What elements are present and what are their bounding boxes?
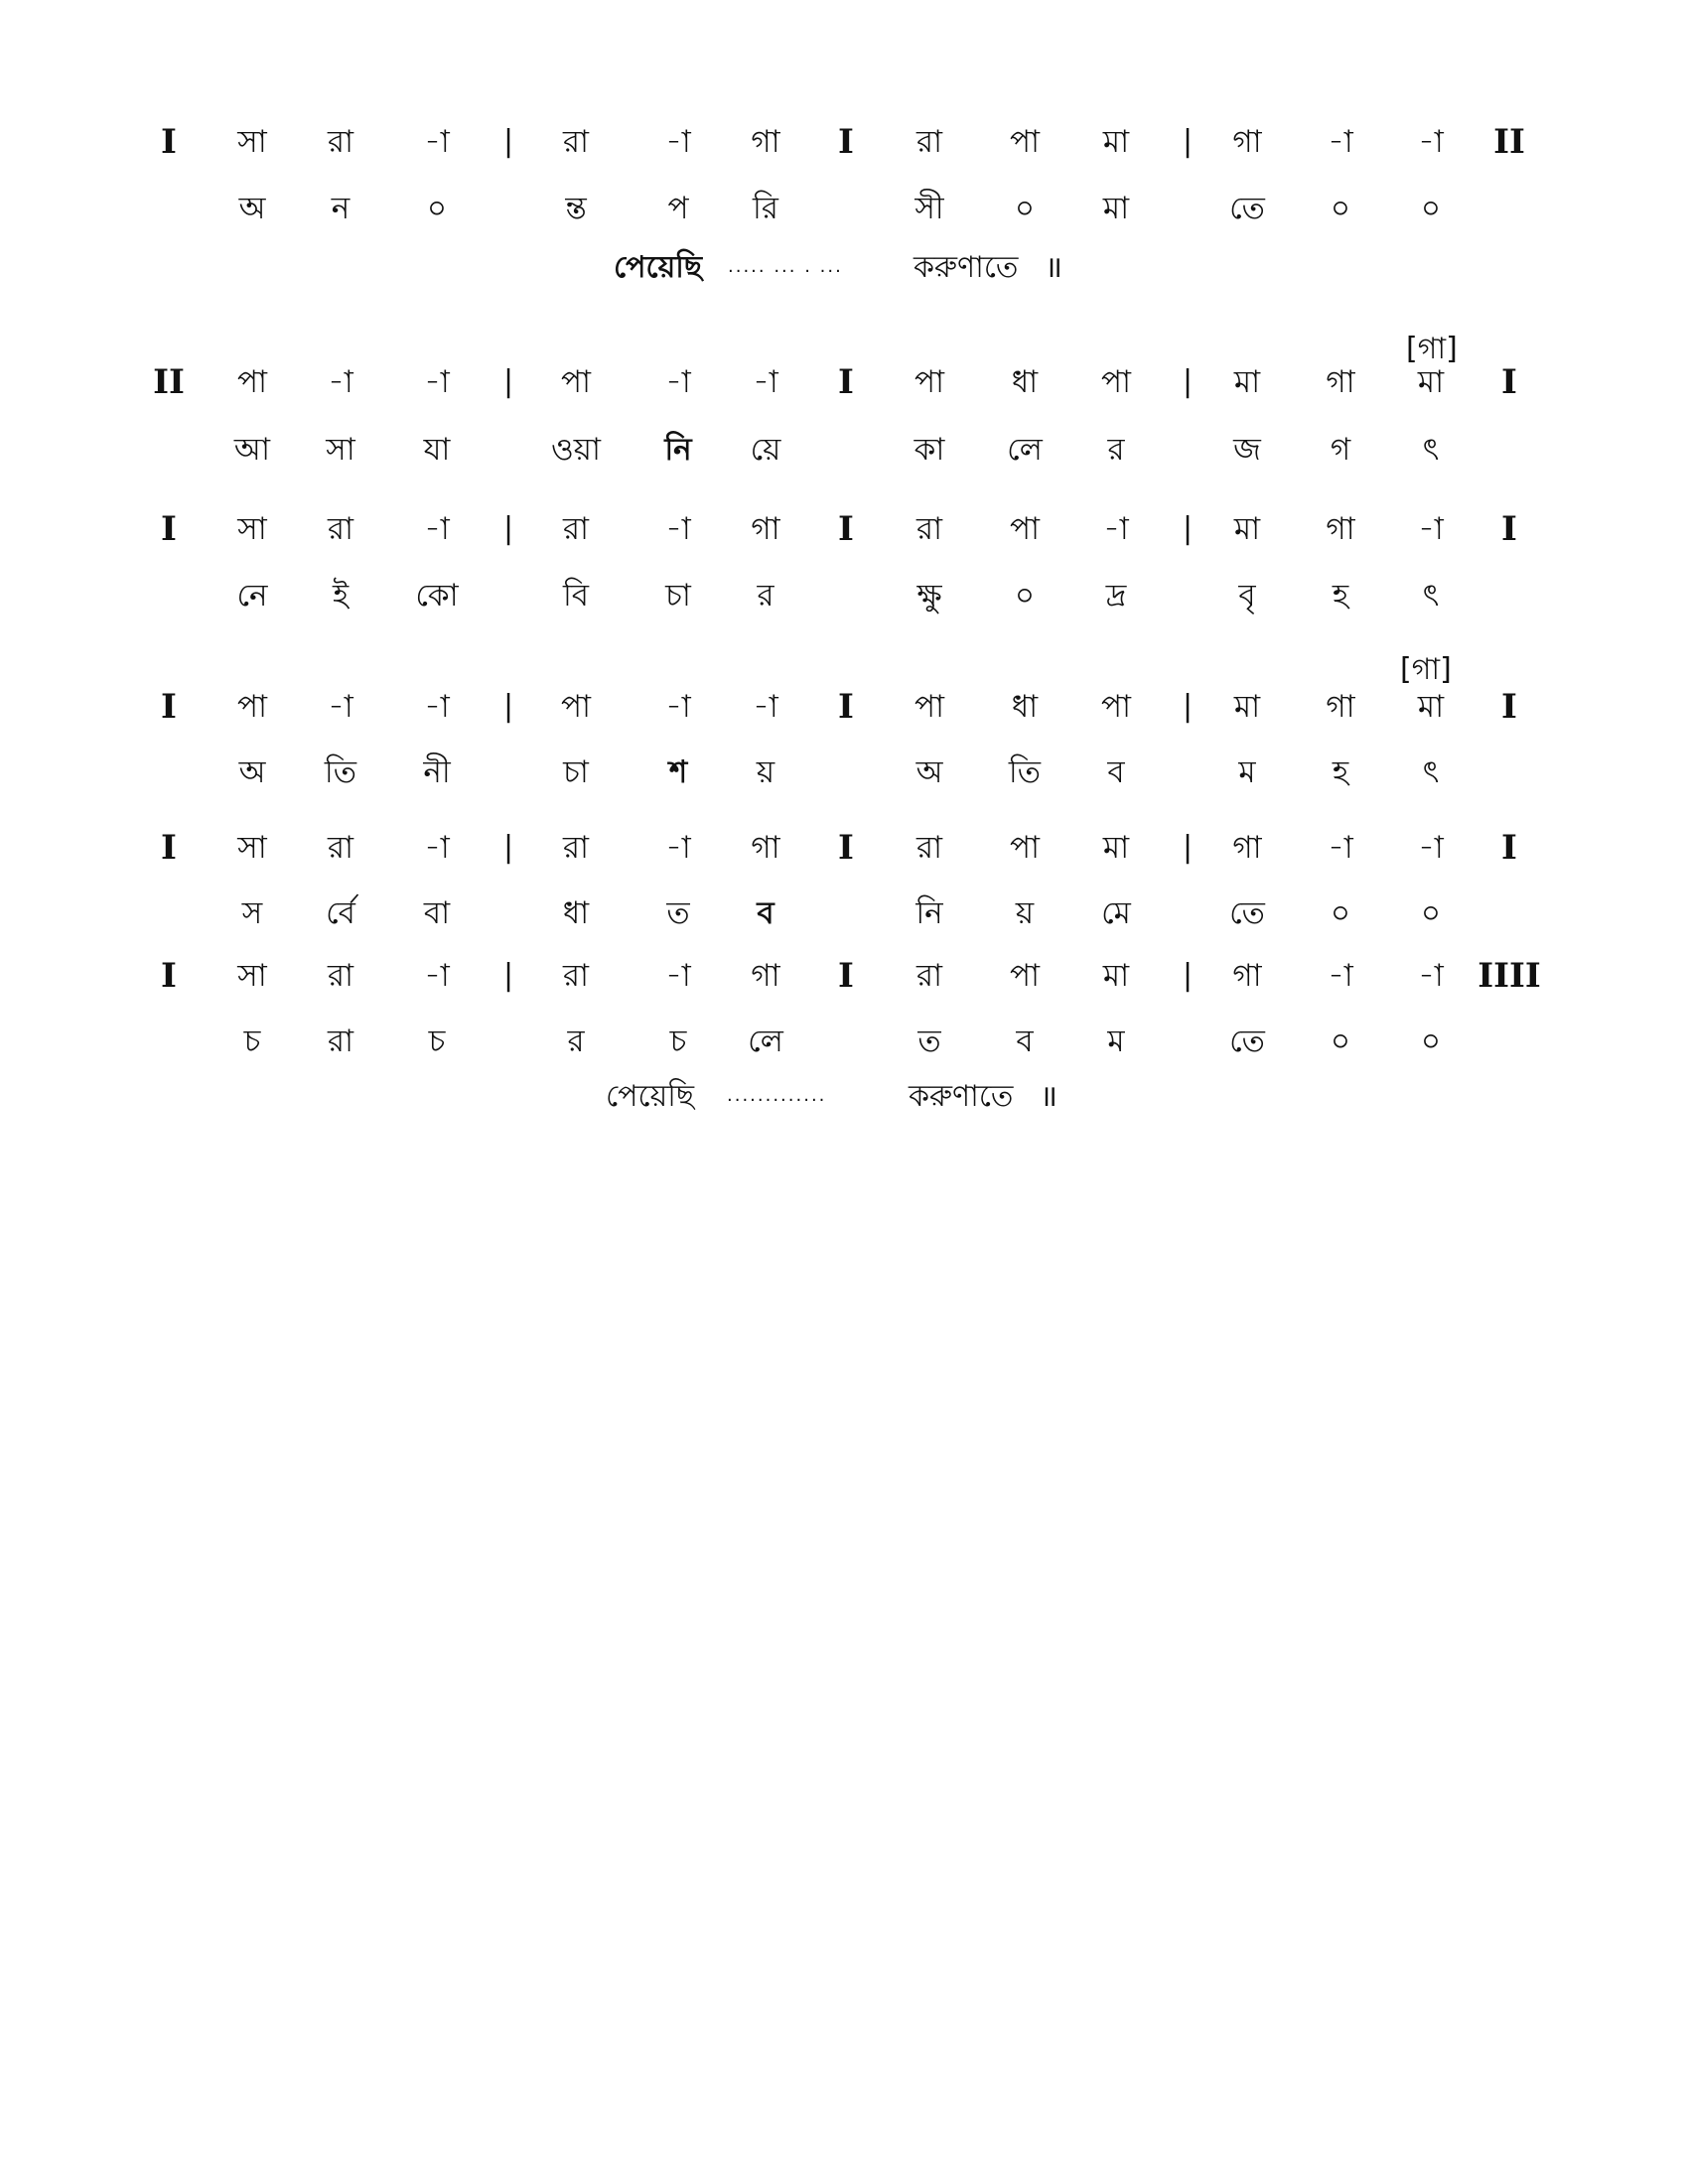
bar-line: | <box>502 830 514 865</box>
bar-line: I <box>1501 828 1517 868</box>
bar-line: I <box>838 828 854 868</box>
lyric-syllable: র <box>1107 432 1125 468</box>
swara-note: -া <box>1418 958 1444 994</box>
lyric-syllable: ই <box>332 578 350 614</box>
refrain-dots: ············· <box>727 1090 827 1111</box>
lyric-syllable: ধা <box>562 895 590 931</box>
lyric-syllable: বৃ <box>1238 578 1256 614</box>
swara-note: রা <box>327 511 354 547</box>
swara-note: পা <box>1100 689 1132 725</box>
lyric-syllable: ত <box>666 895 690 931</box>
notation-block <box>0 828 1688 933</box>
lyric-syllable: অ <box>238 754 266 790</box>
swara-note: সা <box>237 511 267 547</box>
lyric-syllable: ৎ <box>1422 578 1440 614</box>
swara-note: -া <box>1328 124 1353 160</box>
lyric-syllable: স <box>241 895 263 931</box>
swara-note: -া <box>753 689 778 725</box>
swara-note: -া <box>665 511 691 547</box>
notation-block <box>0 362 1688 470</box>
swara-note: -া <box>665 689 691 725</box>
swara-note: -া <box>1103 511 1129 547</box>
refrain-right-word: করুণাতে <box>909 1079 1014 1114</box>
swara-note: গা <box>1326 511 1355 547</box>
notation-block <box>0 122 1688 228</box>
swara-note: পা <box>236 689 268 725</box>
lyric-syllable: ন্ত <box>565 191 587 226</box>
bar-line: I <box>1501 362 1517 402</box>
swara-note: মা <box>1417 364 1445 400</box>
alternate-note-bracket: [গা] <box>1400 652 1452 687</box>
bar-line: I <box>838 956 854 996</box>
lyric-syllable: দ্র <box>1105 578 1127 614</box>
swara-note: রা <box>562 511 590 547</box>
lyric-syllable: আ <box>233 432 271 468</box>
swara-note: -া <box>424 689 450 725</box>
lyric-syllable: তে <box>1229 1024 1265 1059</box>
lyric-syllable: ০ <box>426 191 448 226</box>
lyric-syllable: রি <box>753 191 778 226</box>
lyric-syllable: চ <box>243 1024 261 1059</box>
bar-line: IIII <box>1477 956 1541 996</box>
swara-note: সা <box>237 124 267 160</box>
swara-note: পা <box>914 364 945 400</box>
swara-note: মা <box>1102 830 1130 866</box>
swara-note: সা <box>237 830 267 866</box>
swara-note: গা <box>751 958 780 994</box>
lyric-syllable: ৎ <box>1422 754 1440 790</box>
lyric-syllable: অ <box>238 191 266 226</box>
lyric-syllable: য় <box>1015 895 1035 931</box>
lyric-syllable: বি <box>562 578 590 614</box>
lyric-syllable: র <box>567 1024 585 1059</box>
swara-note: গা <box>1232 124 1262 160</box>
lyric-syllable: ব <box>1107 754 1125 790</box>
refrain-end-mark: ॥ <box>1045 250 1062 285</box>
lyric-syllable: নি <box>915 895 943 931</box>
bar-line: I <box>161 956 177 996</box>
lyric-syllable: কা <box>914 432 945 468</box>
notation-block <box>0 509 1688 615</box>
swara-note: গা <box>1232 958 1262 994</box>
bar-line: | <box>502 364 514 399</box>
swara-note: -া <box>424 830 450 866</box>
swara-note: -া <box>1418 830 1444 866</box>
lyric-syllable: মে <box>1101 895 1131 931</box>
bar-line: I <box>838 687 854 727</box>
swara-note: ধা <box>1011 364 1039 400</box>
bar-line: | <box>502 124 514 159</box>
swara-note: রা <box>915 958 943 994</box>
lyric-syllable: লে <box>1007 432 1043 468</box>
swara-note: -া <box>665 958 691 994</box>
bar-line: I <box>838 509 854 549</box>
bar-line: I <box>1501 687 1517 727</box>
bar-line: I <box>161 122 177 162</box>
lyric-syllable: নে <box>236 578 268 614</box>
swara-note: গা <box>1326 689 1355 725</box>
swara-note: মা <box>1102 958 1130 994</box>
lyric-syllable: য় <box>756 754 775 790</box>
swara-note: -া <box>1328 830 1353 866</box>
bar-line: | <box>1182 511 1194 546</box>
refrain-left-word: পেয়েছি <box>606 1079 695 1114</box>
swara-note: পা <box>1009 958 1041 994</box>
lyric-syllable: ব <box>757 895 774 931</box>
lyric-syllable: ০ <box>1330 1024 1351 1059</box>
lyric-syllable: চ <box>669 1024 687 1059</box>
lyric-syllable: নি <box>664 432 692 468</box>
swara-note: গা <box>751 511 780 547</box>
swara-note: রা <box>562 958 590 994</box>
lyric-syllable: সা <box>326 432 355 468</box>
lyric-syllable: র্বে <box>326 895 355 931</box>
lyric-syllable: হ <box>1332 754 1349 790</box>
alternate-note-bracket: [গা] <box>1406 332 1458 366</box>
lyric-syllable: য়ে <box>750 432 781 468</box>
bar-line: I <box>161 828 177 868</box>
bar-line: | <box>502 689 514 724</box>
bar-line: | <box>1182 830 1194 865</box>
swara-note: মা <box>1102 124 1130 160</box>
lyric-syllable: অ <box>915 754 943 790</box>
swara-note: পা <box>1100 364 1132 400</box>
notation-block <box>0 687 1688 792</box>
swara-note: মা <box>1233 511 1261 547</box>
lyric-syllable: ওয়া <box>550 432 602 468</box>
lyric-syllable: তি <box>1008 754 1042 790</box>
swara-note: রা <box>327 124 354 160</box>
swara-note: মা <box>1417 689 1445 725</box>
swara-note: রা <box>915 124 943 160</box>
lyric-syllable: নী <box>423 754 451 790</box>
bar-line: I <box>161 509 177 549</box>
swara-note: -া <box>1328 958 1353 994</box>
lyric-syllable: বা <box>423 895 451 931</box>
swara-note: রা <box>915 830 943 866</box>
lyric-syllable: ০ <box>1014 578 1036 614</box>
lyric-syllable: ০ <box>1420 895 1442 931</box>
swara-note: -া <box>1418 511 1444 547</box>
swara-note: পা <box>560 364 592 400</box>
swara-note: পা <box>560 689 592 725</box>
swara-note: রা <box>562 830 590 866</box>
lyric-syllable: ০ <box>1420 191 1442 226</box>
lyric-syllable: চা <box>563 754 589 790</box>
lyric-syllable: ম <box>1107 1024 1125 1059</box>
bar-line: | <box>1182 364 1194 399</box>
lyric-syllable: রা <box>327 1024 354 1059</box>
swara-note: ধা <box>1011 689 1039 725</box>
lyric-syllable: প <box>667 191 689 226</box>
lyric-syllable: তে <box>1229 895 1265 931</box>
bar-line: II <box>1493 122 1525 162</box>
swara-note: -া <box>328 364 353 400</box>
lyric-syllable: চা <box>665 578 691 614</box>
bar-line: I <box>1501 509 1517 549</box>
lyric-syllable: গ <box>1330 432 1351 468</box>
swara-note: -া <box>424 364 450 400</box>
swara-note: পা <box>914 689 945 725</box>
swara-note: পা <box>1009 830 1041 866</box>
swara-note: -া <box>328 689 353 725</box>
lyric-syllable: ন <box>331 191 351 226</box>
lyric-syllable: ০ <box>1420 1024 1442 1059</box>
swara-note: রা <box>562 124 590 160</box>
lyric-syllable: হ <box>1332 578 1349 614</box>
bar-line: I <box>838 362 854 402</box>
bar-line: | <box>1182 958 1194 993</box>
swara-note: গা <box>1326 364 1355 400</box>
refrain-end-mark: ॥ <box>1040 1079 1057 1114</box>
lyric-syllable: ম <box>1238 754 1256 790</box>
swara-note: -া <box>665 364 691 400</box>
swara-note: গা <box>1232 830 1262 866</box>
swara-note: পা <box>1009 511 1041 547</box>
bar-line: | <box>502 511 514 546</box>
refrain-dots: ····· ··· · ··· <box>728 261 843 282</box>
refrain-left-word: পেয়েছি <box>614 250 703 285</box>
lyric-syllable: ব <box>1016 1024 1034 1059</box>
swara-note: গা <box>751 124 780 160</box>
notation-block <box>0 956 1688 1061</box>
lyric-syllable: ০ <box>1330 191 1351 226</box>
lyric-syllable: জ <box>1233 432 1261 468</box>
swara-note: মা <box>1233 689 1261 725</box>
bar-line: | <box>1182 124 1194 159</box>
swara-note: রা <box>327 958 354 994</box>
lyric-syllable: কো <box>415 578 459 614</box>
swara-note: রা <box>915 511 943 547</box>
lyric-syllable: ক্ষু <box>916 578 942 614</box>
bar-line: | <box>502 958 514 993</box>
lyric-syllable: র <box>757 578 774 614</box>
swara-note: পা <box>1009 124 1041 160</box>
lyric-syllable: লে <box>748 1024 783 1059</box>
swara-note: -া <box>424 958 450 994</box>
swara-note: -া <box>665 124 691 160</box>
bar-line: | <box>1182 689 1194 724</box>
bar-line: II <box>153 362 185 402</box>
swara-note: -া <box>424 511 450 547</box>
lyric-syllable: ০ <box>1014 191 1036 226</box>
lyric-syllable: ৎ <box>1422 432 1440 468</box>
lyric-syllable: তি <box>324 754 357 790</box>
swara-note: পা <box>236 364 268 400</box>
lyric-syllable: মা <box>1102 191 1130 226</box>
bar-line: I <box>161 687 177 727</box>
lyric-syllable: যা <box>423 432 451 468</box>
lyric-syllable: তে <box>1229 191 1265 226</box>
lyric-syllable: চ <box>428 1024 446 1059</box>
swara-note: -া <box>1418 124 1444 160</box>
lyric-syllable: সী <box>914 191 944 226</box>
lyric-syllable: ০ <box>1330 895 1351 931</box>
lyric-syllable: ত <box>917 1024 941 1059</box>
swara-note: মা <box>1233 364 1261 400</box>
swara-note: -া <box>665 830 691 866</box>
refrain-right-word: করুণাতে <box>914 250 1019 285</box>
swara-note: গা <box>751 830 780 866</box>
lyric-syllable: শ <box>668 754 688 790</box>
bar-line: I <box>838 122 854 162</box>
swara-note: রা <box>327 830 354 866</box>
swara-note: -া <box>424 124 450 160</box>
swara-note: সা <box>237 958 267 994</box>
swara-note: -া <box>753 364 778 400</box>
